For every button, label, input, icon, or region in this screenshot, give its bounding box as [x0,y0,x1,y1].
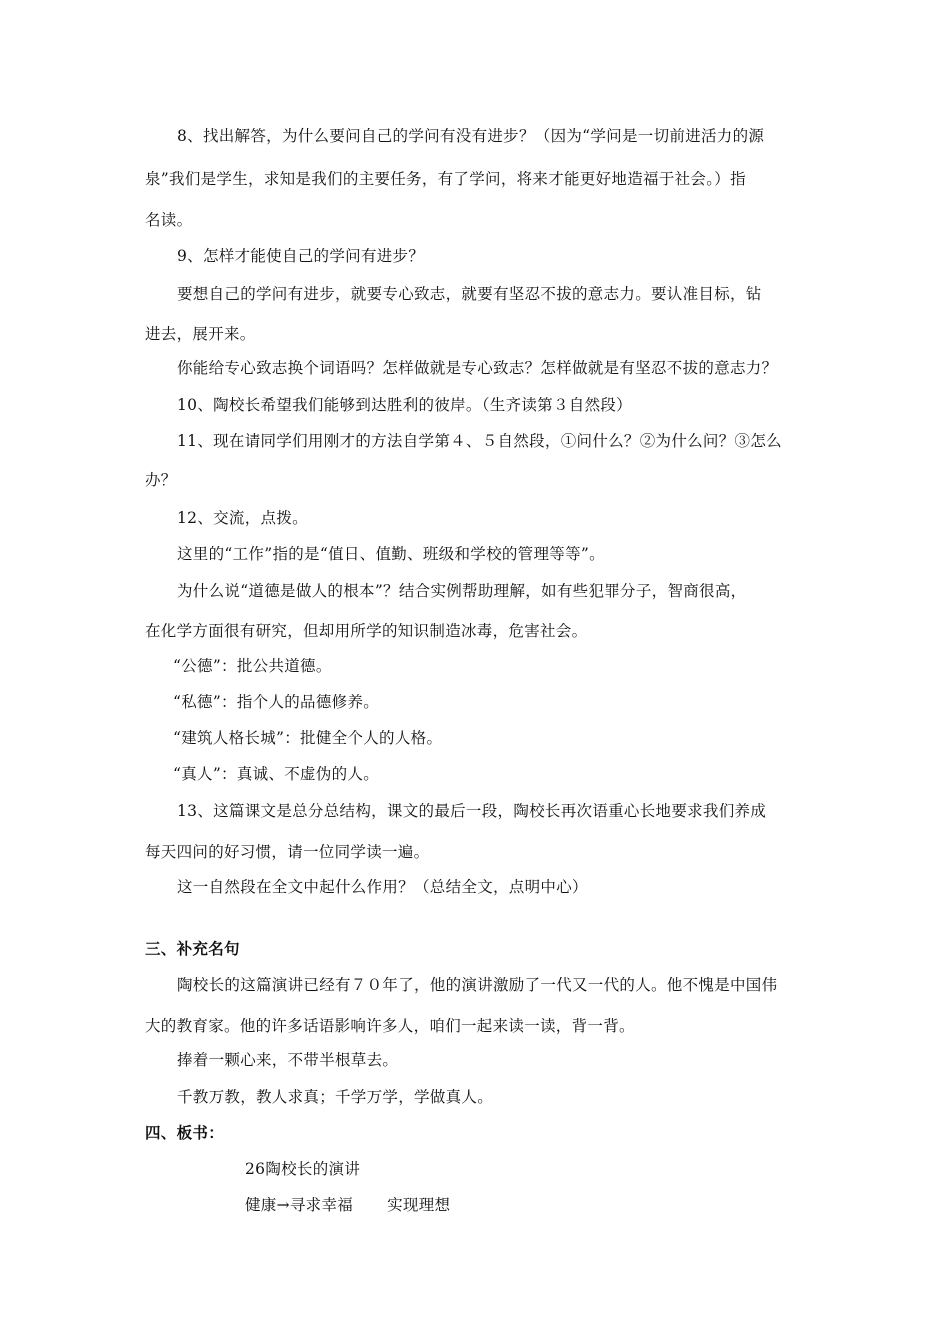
paragraph-9: 9、怎样才能使自己的学问有进步？ [177,247,425,265]
paragraph-13-line-2: 每天四问的好习惯，请一位同学读一遍。 [145,843,430,861]
board-line-2 [245,1195,450,1215]
paragraph-12: 12、交流，点拨。 [177,509,308,527]
quote-2: 千教万教，教人求真；千学万学，学做真人。 [177,1088,494,1106]
paragraph-8-line-1: 8、找出解答，为什么要问自己的学问有没有进步？（因为“学问是一切前进活力的源 [177,127,765,145]
paragraph-13-line-1: 13、这篇课文是总分总结构，课文的最后一段，陶校长再次语重心长地要求我们养成 [177,802,767,820]
section-3-line-1: 陶校长的这篇演讲已经有７０年了，他的演讲激励了一代又一代的人。他不愧是中国伟 [177,976,778,994]
paragraph-12b-line-1: 为什么说“道德是做人的根本”？结合实例帮助理解，如有些犯罪分子，智商很高， [177,582,747,600]
paragraph-12b-line-2: 在化学方面很有研究，但却用所学的知识制造冰毒，危害社会。 [145,622,588,640]
paragraph-12a: 这里的“工作”指的是“值日、值勤、班级和学校的管理等等”。 [177,545,605,563]
definition-gongde: “公德”：批公共道德。 [173,657,332,675]
section-4-heading: 四、板书： [145,1124,225,1142]
paragraph-9a-line-2: 进去，展开来。 [145,325,256,343]
definition-zhenren: “真人”：真诚、不虚伪的人。 [173,765,380,783]
section-3-heading: 三、补充名句 [145,940,240,958]
paragraph-8-line-2: 泉”我们是学生，求知是我们的主要任务，有了学问，将来才能更好地造福于社会。）指 [145,170,746,188]
definition-renge-changcheng: “建筑人格长城”：批健全个人的人格。 [173,729,443,747]
paragraph-9b: 你能给专心致志换个词语吗？怎样做就是专心致志？怎样做就是有坚忍不拔的意志力？ [177,359,778,377]
paragraph-11-line-1: 11、现在请同学们用刚才的方法自学第４、５自然段，①问什么？②为什么问？③怎么 [177,432,782,450]
paragraph-9a-line-1: 要想自己的学问有进步，就要专心致志，就要有坚忍不拔的意志力。要认准目标，钻 [177,285,762,303]
paragraph-13a: 这一自然段在全文中起什么作用？（总结全文，点明中心） [177,878,588,896]
quote-1: 捧着一颗心来，不带半根草去。 [177,1051,399,1069]
paragraph-11-line-2: 办？ [145,471,177,489]
paragraph-8-line-3: 名读。 [145,211,193,229]
board-line-2-left: 健康→寻求幸福 [245,1196,354,1214]
board-line-2-right: 实现理想 [387,1196,451,1214]
section-3-line-2: 大的教育家。他的许多话语影响许多人，咱们一起来读一读，背一背。 [145,1017,635,1035]
definition-side: “私德”：指个人的品德修养。 [173,693,380,711]
paragraph-10: 10、陶校长希望我们能够到达胜利的彼岸。（生齐读第３自然段） [177,396,632,414]
board-title: 26陶校长的演讲 [245,1160,361,1178]
